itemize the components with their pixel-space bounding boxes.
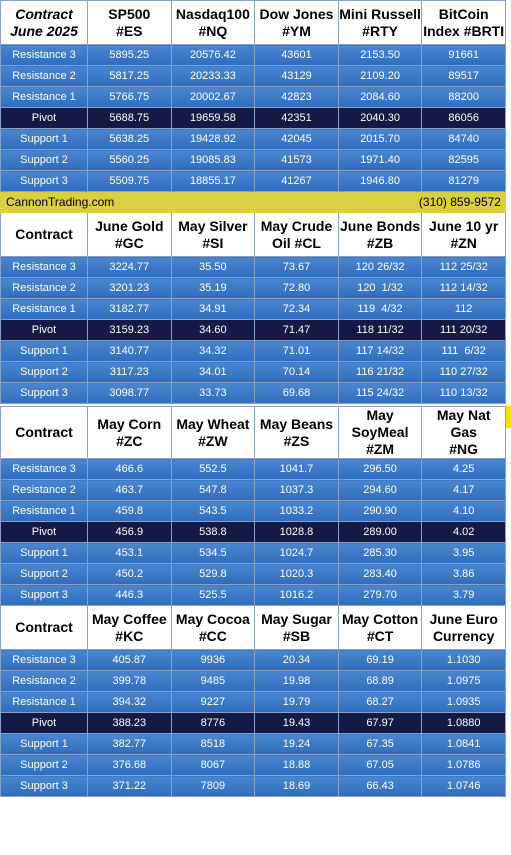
level-value-cell: 111 6/32 <box>422 341 506 362</box>
level-value-cell: 289.00 <box>338 522 422 543</box>
level-label-cell: Support 3 <box>1 776 88 797</box>
level-value-cell: 5766.75 <box>88 87 172 108</box>
level-value-cell: 82595 <box>422 150 506 171</box>
level-value-cell: 34.01 <box>171 362 255 383</box>
level-value-cell: 18.88 <box>255 755 339 776</box>
level-value-cell: 67.05 <box>338 755 422 776</box>
level-label-cell: Resistance 1 <box>1 692 88 713</box>
level-value-cell: 111 20/32 <box>422 320 506 341</box>
level-value-cell: 43129 <box>255 66 339 87</box>
level-value-cell: 450.2 <box>88 564 172 585</box>
contract-header-cell: Contract June 2025 <box>1 1 88 45</box>
level-value-cell: 376.68 <box>88 755 172 776</box>
level-value-cell: 394.32 <box>88 692 172 713</box>
level-value-cell: 456.9 <box>88 522 172 543</box>
level-value-cell: 1024.7 <box>255 543 339 564</box>
level-value-cell: 3182.77 <box>88 299 172 320</box>
level-value-cell: 285.30 <box>338 543 422 564</box>
level-value-cell: 33.73 <box>171 383 255 404</box>
level-row <box>1 108 506 129</box>
instrument-header-cell: June Gold #GC <box>88 213 172 257</box>
level-value-cell: 71.01 <box>255 341 339 362</box>
level-row <box>1 650 506 671</box>
level-row <box>1 278 506 299</box>
level-value-cell: 86056 <box>422 108 506 129</box>
level-value-cell: 534.5 <box>171 543 255 564</box>
level-label-cell: Support 3 <box>1 383 88 404</box>
instrument-header-cell: June 10 yr #ZN <box>422 213 506 257</box>
level-value-cell: 118 11/32 <box>338 320 422 341</box>
level-value-cell: 66.43 <box>338 776 422 797</box>
level-value-cell: 3159.23 <box>88 320 172 341</box>
level-label-cell: Resistance 1 <box>1 87 88 108</box>
level-row <box>1 299 506 320</box>
contract-header-cell: Contract <box>1 213 88 257</box>
level-value-cell: 296.50 <box>338 459 422 480</box>
contract-header-cell: Contract <box>1 606 88 650</box>
level-label-cell: Resistance 1 <box>1 501 88 522</box>
instrument-header-cell: May SoyMeal #ZM <box>338 407 422 459</box>
section-header-row <box>1 213 506 257</box>
level-row <box>1 501 506 522</box>
level-value-cell: 538.8 <box>171 522 255 543</box>
level-value-cell: 382.77 <box>88 734 172 755</box>
level-value-cell: 463.7 <box>88 480 172 501</box>
level-value-cell: 1946.80 <box>338 171 422 192</box>
level-value-cell: 4.02 <box>422 522 506 543</box>
level-row <box>1 129 506 150</box>
level-value-cell: 112 14/32 <box>422 278 506 299</box>
instrument-header-cell: May Wheat #ZW <box>171 407 255 459</box>
level-value-cell: 525.5 <box>171 585 255 606</box>
level-value-cell: 34.60 <box>171 320 255 341</box>
level-value-cell: 42823 <box>255 87 339 108</box>
level-value-cell: 68.27 <box>338 692 422 713</box>
level-value-cell: 529.8 <box>171 564 255 585</box>
level-value-cell: 8518 <box>171 734 255 755</box>
level-row <box>1 713 506 734</box>
instrument-header-cell: June Bonds #ZB <box>338 213 422 257</box>
level-label-cell: Resistance 1 <box>1 299 88 320</box>
level-label-cell: Resistance 3 <box>1 459 88 480</box>
level-value-cell: 42351 <box>255 108 339 129</box>
level-row <box>1 585 506 606</box>
level-value-cell: 19659.58 <box>171 108 255 129</box>
level-row <box>1 362 506 383</box>
level-label-cell: Support 3 <box>1 171 88 192</box>
level-value-cell: 399.78 <box>88 671 172 692</box>
level-label-cell: Support 2 <box>1 564 88 585</box>
level-label-cell: Resistance 2 <box>1 671 88 692</box>
level-value-cell: 34.32 <box>171 341 255 362</box>
level-value-cell: 7809 <box>171 776 255 797</box>
level-label-cell: Pivot <box>1 713 88 734</box>
level-label-cell: Resistance 3 <box>1 257 88 278</box>
level-value-cell: 1.0975 <box>422 671 506 692</box>
level-label-cell: Pivot <box>1 522 88 543</box>
level-value-cell: 67.35 <box>338 734 422 755</box>
level-value-cell: 552.5 <box>171 459 255 480</box>
level-value-cell: 5638.25 <box>88 129 172 150</box>
level-value-cell: 3098.77 <box>88 383 172 404</box>
instrument-header-cell: May Sugar #SB <box>255 606 339 650</box>
instrument-header-cell: May Cotton #CT <box>338 606 422 650</box>
level-value-cell: 20.34 <box>255 650 339 671</box>
level-row <box>1 543 506 564</box>
level-value-cell: 446.3 <box>88 585 172 606</box>
level-value-cell: 41267 <box>255 171 339 192</box>
instrument-header-cell: May Silver #SI <box>171 213 255 257</box>
level-value-cell: 19.43 <box>255 713 339 734</box>
level-label-cell: Pivot <box>1 108 88 129</box>
instrument-header-cell: May Beans #ZS <box>255 407 339 459</box>
level-value-cell: 3.79 <box>422 585 506 606</box>
level-value-cell: 1033.2 <box>255 501 339 522</box>
level-value-cell: 3224.77 <box>88 257 172 278</box>
level-row <box>1 171 506 192</box>
level-value-cell: 1.0841 <box>422 734 506 755</box>
level-value-cell: 9936 <box>171 650 255 671</box>
level-value-cell: 89517 <box>422 66 506 87</box>
level-value-cell: 73.67 <box>255 257 339 278</box>
instrument-header-cell: May Corn #ZC <box>88 407 172 459</box>
level-label-cell: Support 2 <box>1 755 88 776</box>
level-row <box>1 87 506 108</box>
instrument-header-cell: Dow Jones #YM <box>255 1 339 45</box>
level-value-cell: 19.79 <box>255 692 339 713</box>
level-value-cell: 294.60 <box>338 480 422 501</box>
level-value-cell: 112 25/32 <box>422 257 506 278</box>
level-row <box>1 341 506 362</box>
phone-number[interactable]: (310) 859-9572 <box>418 195 501 209</box>
level-value-cell: 1041.7 <box>255 459 339 480</box>
level-row <box>1 150 506 171</box>
level-value-cell: 2153.50 <box>338 45 422 66</box>
level-value-cell: 2084.60 <box>338 87 422 108</box>
level-value-cell: 388.23 <box>88 713 172 734</box>
instrument-header-cell: May Cocoa #CC <box>171 606 255 650</box>
level-label-cell: Resistance 2 <box>1 66 88 87</box>
level-label-cell: Resistance 3 <box>1 45 88 66</box>
level-value-cell: 1.1030 <box>422 650 506 671</box>
contract-header-cell: Contract <box>1 407 88 459</box>
level-row <box>1 459 506 480</box>
level-value-cell: 72.34 <box>255 299 339 320</box>
level-value-cell: 5560.25 <box>88 150 172 171</box>
level-label-cell: Pivot <box>1 320 88 341</box>
level-value-cell: 4.10 <box>422 501 506 522</box>
level-label-cell: Support 1 <box>1 543 88 564</box>
level-value-cell: 371.22 <box>88 776 172 797</box>
level-label-cell: Support 3 <box>1 585 88 606</box>
level-value-cell: 35.50 <box>171 257 255 278</box>
level-value-cell: 4.25 <box>422 459 506 480</box>
selection-marker <box>506 406 511 428</box>
level-value-cell: 543.5 <box>171 501 255 522</box>
level-value-cell: 116 21/32 <box>338 362 422 383</box>
level-value-cell: 18.69 <box>255 776 339 797</box>
level-row <box>1 66 506 87</box>
level-value-cell: 19.98 <box>255 671 339 692</box>
level-value-cell: 1016.2 <box>255 585 339 606</box>
level-value-cell: 20233.33 <box>171 66 255 87</box>
level-value-cell: 405.87 <box>88 650 172 671</box>
level-value-cell: 3140.77 <box>88 341 172 362</box>
level-value-cell: 19428.92 <box>171 129 255 150</box>
level-row <box>1 671 506 692</box>
level-row <box>1 755 506 776</box>
level-value-cell: 69.68 <box>255 383 339 404</box>
site-link[interactable]: CannonTrading.com <box>6 195 115 209</box>
level-value-cell: 81279 <box>422 171 506 192</box>
level-value-cell: 43601 <box>255 45 339 66</box>
instrument-header-cell: June Euro Currency <box>422 606 506 650</box>
instrument-header-cell: Nasdaq100 #NQ <box>171 1 255 45</box>
level-value-cell: 42045 <box>255 129 339 150</box>
level-row <box>1 692 506 713</box>
level-value-cell: 110 13/32 <box>422 383 506 404</box>
level-value-cell: 68.89 <box>338 671 422 692</box>
level-value-cell: 115 24/32 <box>338 383 422 404</box>
level-value-cell: 18855.17 <box>171 171 255 192</box>
level-row <box>1 257 506 278</box>
level-row <box>1 522 506 543</box>
section-header-row <box>1 1 506 45</box>
level-row <box>1 320 506 341</box>
instrument-header-cell: BitCoin Index #BRTI <box>422 1 506 45</box>
level-value-cell: 67.97 <box>338 713 422 734</box>
level-value-cell: 5817.25 <box>88 66 172 87</box>
section-header-row <box>1 606 506 650</box>
level-value-cell: 69.19 <box>338 650 422 671</box>
level-value-cell: 283.40 <box>338 564 422 585</box>
level-value-cell: 2015.70 <box>338 129 422 150</box>
level-value-cell: 8776 <box>171 713 255 734</box>
level-value-cell: 112 <box>422 299 506 320</box>
level-label-cell: Support 1 <box>1 129 88 150</box>
level-label-cell: Support 2 <box>1 150 88 171</box>
level-value-cell: 19.24 <box>255 734 339 755</box>
level-value-cell: 3201.23 <box>88 278 172 299</box>
level-value-cell: 88200 <box>422 87 506 108</box>
level-row <box>1 45 506 66</box>
level-value-cell: 290.90 <box>338 501 422 522</box>
level-label-cell: Support 2 <box>1 362 88 383</box>
level-value-cell: 3.86 <box>422 564 506 585</box>
level-value-cell: 1.0935 <box>422 692 506 713</box>
instrument-header-cell: May Crude Oil #CL <box>255 213 339 257</box>
level-value-cell: 1037.3 <box>255 480 339 501</box>
level-value-cell: 3117.23 <box>88 362 172 383</box>
level-value-cell: 1028.8 <box>255 522 339 543</box>
level-value-cell: 3.95 <box>422 543 506 564</box>
instrument-header-cell: Mini Russell #RTY <box>338 1 422 45</box>
level-value-cell: 466.6 <box>88 459 172 480</box>
level-value-cell: 84740 <box>422 129 506 150</box>
level-label-cell: Resistance 2 <box>1 278 88 299</box>
level-value-cell: 20576.42 <box>171 45 255 66</box>
level-value-cell: 91661 <box>422 45 506 66</box>
level-value-cell: 547.8 <box>171 480 255 501</box>
level-value-cell: 19085.83 <box>171 150 255 171</box>
level-value-cell: 5509.75 <box>88 171 172 192</box>
level-value-cell: 5688.75 <box>88 108 172 129</box>
level-value-cell: 279.70 <box>338 585 422 606</box>
level-value-cell: 1020.3 <box>255 564 339 585</box>
contact-banner <box>1 192 506 213</box>
level-value-cell: 9485 <box>171 671 255 692</box>
level-row <box>1 776 506 797</box>
level-value-cell: 2109.20 <box>338 66 422 87</box>
level-label-cell: Resistance 2 <box>1 480 88 501</box>
level-value-cell: 71.47 <box>255 320 339 341</box>
level-value-cell: 8067 <box>171 755 255 776</box>
level-value-cell: 459.8 <box>88 501 172 522</box>
level-value-cell: 453.1 <box>88 543 172 564</box>
level-value-cell: 1.0746 <box>422 776 506 797</box>
level-row <box>1 383 506 404</box>
level-value-cell: 35.19 <box>171 278 255 299</box>
level-value-cell: 20002.67 <box>171 87 255 108</box>
level-value-cell: 1971.40 <box>338 150 422 171</box>
section-header-row <box>1 407 506 459</box>
level-value-cell: 34.91 <box>171 299 255 320</box>
instrument-header-cell: May Coffee #KC <box>88 606 172 650</box>
level-value-cell: 119 4/32 <box>338 299 422 320</box>
level-label-cell: Resistance 3 <box>1 650 88 671</box>
level-value-cell: 9227 <box>171 692 255 713</box>
level-value-cell: 120 1/32 <box>338 278 422 299</box>
level-row <box>1 564 506 585</box>
instrument-header-cell: SP500 #ES <box>88 1 172 45</box>
level-label-cell: Support 1 <box>1 734 88 755</box>
level-value-cell: 41573 <box>255 150 339 171</box>
level-value-cell: 117 14/32 <box>338 341 422 362</box>
level-value-cell: 70.14 <box>255 362 339 383</box>
contact-banner-row <box>1 192 506 213</box>
level-value-cell: 1.0880 <box>422 713 506 734</box>
level-label-cell: Support 1 <box>1 341 88 362</box>
level-row <box>1 480 506 501</box>
instrument-header-cell: May Nat Gas #NG <box>422 407 506 459</box>
level-value-cell: 120 26/32 <box>338 257 422 278</box>
level-value-cell: 1.0786 <box>422 755 506 776</box>
level-value-cell: 5895.25 <box>88 45 172 66</box>
level-row <box>1 734 506 755</box>
level-value-cell: 4.17 <box>422 480 506 501</box>
level-value-cell: 110 27/32 <box>422 362 506 383</box>
level-value-cell: 72.80 <box>255 278 339 299</box>
level-value-cell: 2040.30 <box>338 108 422 129</box>
